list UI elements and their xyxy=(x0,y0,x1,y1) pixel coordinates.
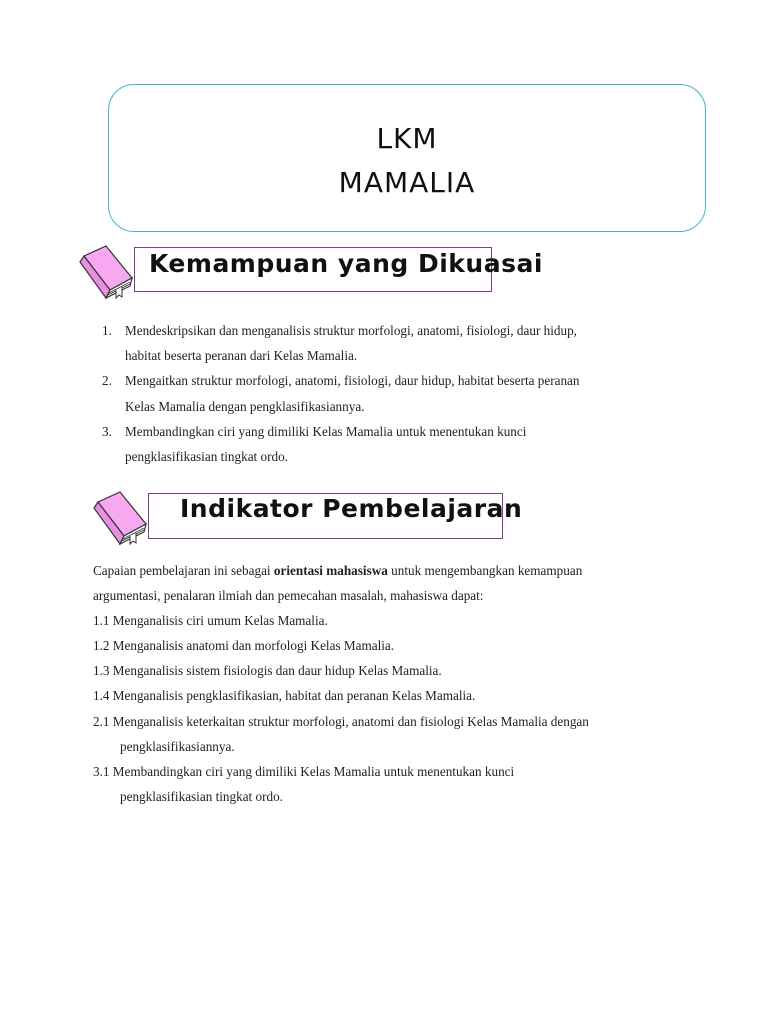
indicator-line: 1.2 Menganalisis anatomi dan morfologi Kelas Mamalia. xyxy=(93,638,395,654)
list-item xyxy=(98,318,698,368)
list-item-line: habitat beserta peranan dari Kelas Mamalia. xyxy=(125,348,358,364)
indicator-line: 3.1 Membandingkan ciri yang dimiliki Kelas Mamalia untuk menentukan kunci xyxy=(93,763,515,779)
indicator-line: 1.3 Menganalisis sistem fisiologis dan daur hidup Kelas Mamalia. xyxy=(93,663,442,679)
intro-line-1 xyxy=(93,558,693,583)
book-icon xyxy=(90,490,152,546)
title-box xyxy=(108,84,706,232)
list-item-number: 2. xyxy=(102,373,112,389)
list-item-number: 3. xyxy=(102,423,112,439)
list-item-line: Mengaitkan struktur morfologi, anatomi, fisiologi, daur hidup, habitat beserta peranan xyxy=(125,373,580,389)
indicator-line: pengklasifikasian tingkat ordo. xyxy=(120,788,283,804)
indicator-line: 1.4 Menganalisis pengklasifikasian, habitat dan peranan Kelas Mamalia. xyxy=(93,688,476,704)
intro-text-bold: orientasi mahasiswa xyxy=(273,563,388,578)
indikator-paragraph xyxy=(93,558,693,809)
kemampuan-list xyxy=(98,318,698,469)
list-item-number: 1. xyxy=(102,323,112,338)
section-heading-box-kemampuan xyxy=(134,247,543,292)
section-heading-indikator: Indikator Pembelajaran xyxy=(180,494,523,523)
title-line-1: LKM xyxy=(376,122,438,155)
list-item-line: Kelas Mamalia dengan pengklasifikasiannya. xyxy=(125,398,365,414)
intro-line-2: argumentasi, penalaran ilmiah dan pemecahan masalah, mahasiswa dapat: xyxy=(93,588,484,604)
list-item xyxy=(98,419,698,469)
list-item-line: pengklasifikasian tingkat ordo. xyxy=(125,449,288,465)
section-heading-box-indikator xyxy=(148,493,523,539)
indicator-line: pengklasifikasiannya. xyxy=(120,738,235,754)
title-line-2: MAMALIA xyxy=(338,166,476,199)
intro-text-after: untuk mengembangkan kemampuan xyxy=(387,563,583,578)
intro-text-before: Capaian pembelajaran ini sebagai xyxy=(93,563,274,578)
indicator-list xyxy=(93,608,693,809)
list-item-line: Membandingkan ciri yang dimiliki Kelas Mamalia untuk menentukan kunci xyxy=(125,423,527,439)
section-heading-kemampuan: Kemampuan yang Dikuasai xyxy=(149,249,543,278)
indicator-line: 1.1 Menganalisis ciri umum Kelas Mamalia. xyxy=(93,613,328,629)
indicator-line: 2.1 Menganalisis keterkaitan struktur morfologi, anatomi dan fisiologi Kelas Mamalia dengan xyxy=(93,713,589,729)
list-item-line: Mendeskripsikan dan menganalisis struktur morfologi, anatomi, fisiologi, daur hidup, xyxy=(125,323,577,338)
list-item xyxy=(98,368,698,418)
book-icon xyxy=(76,244,138,300)
